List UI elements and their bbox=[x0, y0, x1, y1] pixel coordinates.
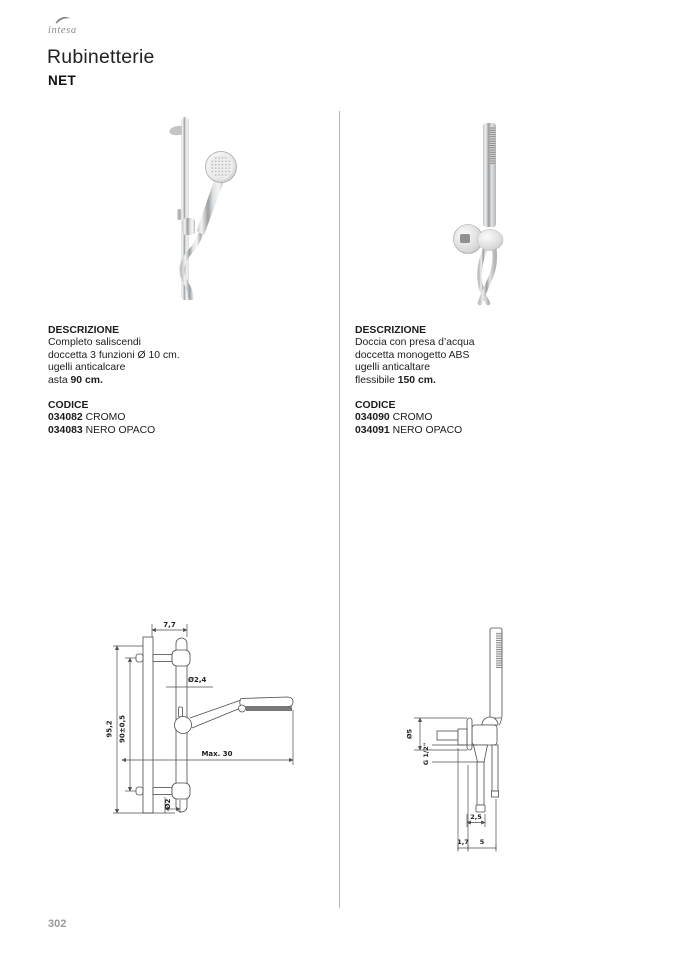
dim-max-reach: Max. 30 bbox=[201, 750, 233, 758]
description-line bbox=[48, 337, 303, 349]
line-bold: 90 cm. bbox=[70, 374, 103, 386]
dim-rail-diameter: Ø2,4 bbox=[188, 676, 207, 684]
page-title: Rubinetterie bbox=[47, 46, 155, 68]
product-description-left bbox=[48, 325, 303, 437]
code-line bbox=[355, 425, 610, 437]
product-code: 034082 bbox=[48, 412, 83, 424]
leaf-swoosh-icon bbox=[55, 15, 71, 24]
product-code: 034090 bbox=[355, 412, 390, 424]
technical-drawing-wall-handshower bbox=[398, 618, 508, 858]
product-finish: CROMO bbox=[82, 412, 126, 424]
dim-offset-a: 1,7 bbox=[457, 838, 469, 846]
line-text: flessibile bbox=[355, 374, 398, 386]
description-line bbox=[48, 362, 303, 374]
code-heading: CODICE bbox=[48, 400, 89, 412]
description-heading: DESCRIZIONE bbox=[48, 325, 120, 336]
ribbed-head-hatch bbox=[496, 632, 502, 668]
line-text: doccetta monogetto ABS bbox=[355, 349, 470, 361]
brand-logo bbox=[48, 15, 77, 36]
description-line bbox=[355, 362, 610, 374]
line-text: Doccia con presa d’acqua bbox=[355, 337, 475, 349]
rail-slider bbox=[183, 218, 196, 235]
dim-bar-height: 90±0,5 bbox=[118, 714, 127, 744]
handshower-head bbox=[206, 152, 237, 183]
product-finish: NERO OPACO bbox=[389, 424, 463, 436]
column-divider bbox=[339, 111, 340, 908]
line-text: ugelli anticaltare bbox=[355, 362, 431, 374]
technical-drawing-sliding-rail bbox=[103, 600, 303, 818]
code-line bbox=[355, 412, 610, 424]
description-line bbox=[48, 350, 303, 362]
product-photo-wall-handshower bbox=[438, 112, 548, 307]
dim-top-offset: 7,7 bbox=[163, 621, 176, 629]
line-text: doccetta 3 funzioni Ø 10 cm. bbox=[48, 349, 180, 361]
shower-rail bbox=[170, 117, 189, 300]
wall-section bbox=[143, 637, 153, 813]
handshower-holder-knob bbox=[477, 230, 503, 251]
dim-thread: G 1/2" bbox=[422, 742, 430, 766]
product-code: 034091 bbox=[355, 424, 390, 436]
line-bold: 150 cm. bbox=[397, 374, 436, 386]
description-heading: DESCRIZIONE bbox=[355, 325, 427, 336]
description-line bbox=[355, 350, 610, 362]
description-line bbox=[355, 375, 610, 387]
dim-hose-end: 2,5 bbox=[470, 813, 482, 821]
description-line bbox=[355, 337, 610, 349]
collection-name: NET bbox=[48, 73, 77, 88]
line-text: Completo saliscendi bbox=[48, 337, 141, 349]
product-finish: CROMO bbox=[389, 412, 433, 424]
dim-bracket-diameter: Ø2 bbox=[164, 798, 172, 810]
dimensions bbox=[106, 621, 294, 813]
line-text: ugelli anticalcare bbox=[48, 362, 126, 374]
hose-outline bbox=[474, 745, 499, 812]
handshower-ribbed-head bbox=[490, 127, 496, 165]
dim-overall-height: 95,2 bbox=[105, 720, 114, 738]
product-photo-sliding-rail-set bbox=[163, 112, 303, 300]
stick-handshower-outline bbox=[490, 628, 502, 725]
dim-flange-diameter: Ø5 bbox=[405, 728, 414, 740]
line-text: asta bbox=[48, 374, 71, 386]
description-line bbox=[48, 375, 303, 387]
product-finish: NERO OPACO bbox=[82, 424, 156, 436]
code-line bbox=[48, 412, 303, 424]
code-heading: CODICE bbox=[355, 400, 396, 412]
handshower-handle bbox=[197, 178, 225, 235]
slider-pin bbox=[178, 209, 182, 220]
brand-name: intesa bbox=[48, 25, 77, 36]
stick-handshower bbox=[483, 123, 496, 227]
dim-offset-b: 5 bbox=[479, 838, 485, 846]
product-code: 034083 bbox=[48, 424, 83, 436]
product-description-right bbox=[355, 325, 610, 437]
page-number: 302 bbox=[48, 918, 67, 930]
code-line bbox=[48, 425, 303, 437]
handshower-outline bbox=[190, 697, 293, 728]
